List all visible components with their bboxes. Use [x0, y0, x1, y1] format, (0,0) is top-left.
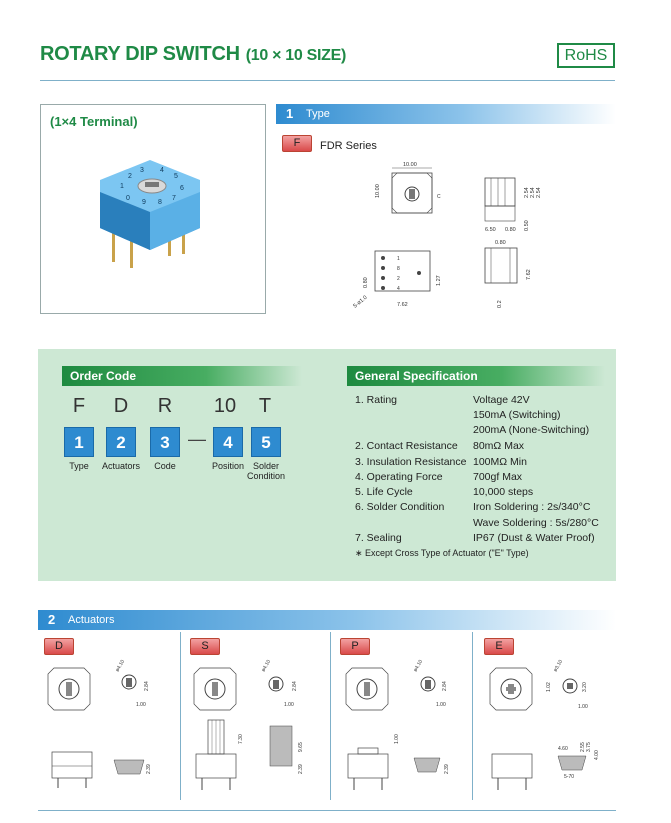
spare — [360, 296, 361, 297]
spec-label: 3. Insulation Resistance — [355, 456, 467, 468]
svg-text:9: 9 — [142, 199, 146, 206]
spec-value: 200mA (None-Switching) — [473, 424, 590, 436]
spec-value: Iron Soldering : 2s/340°C — [473, 501, 591, 513]
code-letter: F — [72, 395, 86, 417]
actuator-s-drawing — [190, 656, 325, 806]
svg-text:C: C — [437, 194, 441, 200]
spec-value: 80mΩ Max — [473, 440, 525, 452]
svg-text:5-ø1.0: 5-ø1.0 — [352, 294, 369, 310]
code-caption: Type — [69, 461, 89, 471]
actuator-tag-e: E — [484, 638, 514, 655]
code-letter: 10 — [213, 395, 237, 417]
svg-text:4.60: 4.60 — [558, 746, 568, 752]
svg-text:9.65: 9.65 — [298, 742, 304, 752]
code-dash: — — [188, 429, 206, 449]
svg-text:2.39: 2.39 — [298, 764, 304, 774]
series-label: FDR Series — [320, 140, 377, 152]
actuators-section-header: 2 Actuators — [38, 610, 616, 630]
column-divider — [472, 632, 473, 800]
spec-label: 7. Sealing — [355, 532, 402, 544]
svg-text:1.00: 1.00 — [284, 702, 294, 708]
svg-text:2.39: 2.39 — [444, 764, 450, 774]
spec-value: IP67 (Dust & Water Proof) — [473, 532, 595, 544]
svg-text:1.02: 1.02 — [546, 682, 552, 692]
svg-text:0.50: 0.50 — [524, 220, 530, 231]
svg-text:2.84: 2.84 — [442, 681, 448, 691]
svg-text:2.54: 2.54 — [524, 187, 530, 198]
type-drawings — [345, 158, 560, 313]
spec-value: 100MΩ Min — [473, 456, 527, 468]
svg-text:1: 1 — [397, 256, 400, 262]
svg-text:2.84: 2.84 — [292, 681, 298, 691]
actuator-p-drawing — [340, 656, 468, 806]
actuator-tag-p: P — [340, 638, 370, 655]
spec-value: 10,000 steps — [473, 486, 534, 498]
svg-text:1: 1 — [120, 183, 124, 190]
svg-text:ø3.10: ø3.10 — [552, 658, 565, 673]
rohs-badge: RoHS — [557, 43, 615, 68]
code-box: 2 — [106, 427, 136, 457]
spec-value: 150mA (Switching) — [473, 409, 561, 421]
column-divider — [180, 632, 181, 800]
actuator-tag-d: D — [44, 638, 74, 655]
code-caption: Position — [211, 461, 245, 471]
spec-value: 700gf Max — [473, 471, 523, 483]
header-divider — [40, 80, 615, 81]
column-divider — [330, 632, 331, 800]
svg-text:2.54: 2.54 — [536, 187, 542, 198]
svg-text:6: 6 — [180, 185, 184, 192]
svg-text:ø4.10: ø4.10 — [114, 658, 127, 673]
bottom-divider — [38, 810, 616, 811]
svg-text:0.80: 0.80 — [363, 277, 369, 288]
actuator-tag-s: S — [190, 638, 220, 655]
order-code-title: Order Code — [62, 366, 302, 386]
code-box: 5 — [251, 427, 281, 457]
svg-text:1.00: 1.00 — [394, 734, 400, 744]
svg-text:ø4.10: ø4.10 — [260, 658, 273, 673]
svg-text:2: 2 — [128, 173, 132, 180]
svg-text:10.00: 10.00 — [403, 162, 417, 168]
svg-text:3.75: 3.75 — [586, 742, 592, 752]
code-box: 3 — [150, 427, 180, 457]
svg-text:0.80: 0.80 — [495, 240, 506, 246]
code-box: 4 — [213, 427, 243, 457]
spec-label: 1. Rating — [355, 394, 398, 406]
svg-text:6.50: 6.50 — [485, 227, 496, 233]
type-section-header: 1 Type — [276, 104, 616, 124]
svg-text:8: 8 — [397, 266, 400, 272]
actuator-d-drawing — [44, 656, 174, 806]
type-tag: F — [282, 135, 312, 152]
code-box: 1 — [64, 427, 94, 457]
svg-text:5-70: 5-70 — [564, 774, 575, 780]
svg-text:3.20: 3.20 — [582, 682, 588, 692]
svg-text:1.00: 1.00 — [136, 702, 146, 708]
code-caption: Code — [154, 461, 176, 471]
product-photo — [90, 150, 210, 280]
page-title: ROTARY DIP SWITCH (10 × 10 SIZE) — [40, 43, 347, 65]
svg-text:ø4.10: ø4.10 — [412, 658, 425, 673]
svg-text:0.80: 0.80 — [505, 227, 516, 233]
svg-text:7.30: 7.30 — [238, 734, 244, 744]
svg-text:7.62: 7.62 — [526, 269, 532, 280]
spec-title: General Specification — [347, 366, 605, 386]
code-letter: D — [113, 395, 129, 417]
svg-text:0: 0 — [126, 195, 130, 202]
svg-text:4: 4 — [160, 167, 164, 174]
svg-text:8: 8 — [158, 199, 162, 206]
code-letter: T — [258, 395, 272, 417]
spec-value: Voltage 42V — [473, 394, 530, 406]
spec-label: 2. Contact Resistance — [355, 440, 458, 452]
code-caption: Solder Condition — [246, 461, 286, 481]
code-caption: Actuators — [101, 461, 141, 471]
svg-text:2.84: 2.84 — [144, 681, 150, 691]
svg-text:7: 7 — [172, 195, 176, 202]
svg-text:4.00: 4.00 — [594, 750, 600, 760]
svg-text:3: 3 — [140, 167, 144, 174]
svg-text:1.00: 1.00 — [436, 702, 446, 708]
svg-text:1.00: 1.00 — [578, 704, 588, 710]
svg-text:5: 5 — [174, 173, 178, 180]
svg-text:1.27: 1.27 — [436, 275, 442, 286]
spec-label: 6. Solder Condition — [355, 501, 445, 513]
spec-note: ∗ Except Cross Type of Actuator ("E" Type) — [355, 548, 529, 558]
svg-text:2.39: 2.39 — [146, 764, 152, 774]
svg-text:2.55: 2.55 — [580, 742, 586, 752]
photo-label: (1×4 Terminal) — [50, 114, 138, 129]
spec-label: 4. Operating Force — [355, 471, 443, 483]
spec-label: 5. Life Cycle — [355, 486, 413, 498]
svg-text:2: 2 — [397, 276, 400, 282]
svg-text:10.00: 10.00 — [375, 184, 381, 198]
spec-value: Wave Soldering : 5s/280°C — [473, 517, 599, 529]
svg-text:7.62: 7.62 — [397, 302, 408, 308]
actuator-e-drawing — [484, 656, 616, 806]
svg-text:2.54: 2.54 — [530, 187, 536, 198]
code-letter: R — [157, 395, 173, 417]
svg-text:4: 4 — [397, 286, 400, 292]
svg-text:0.2: 0.2 — [497, 300, 503, 308]
